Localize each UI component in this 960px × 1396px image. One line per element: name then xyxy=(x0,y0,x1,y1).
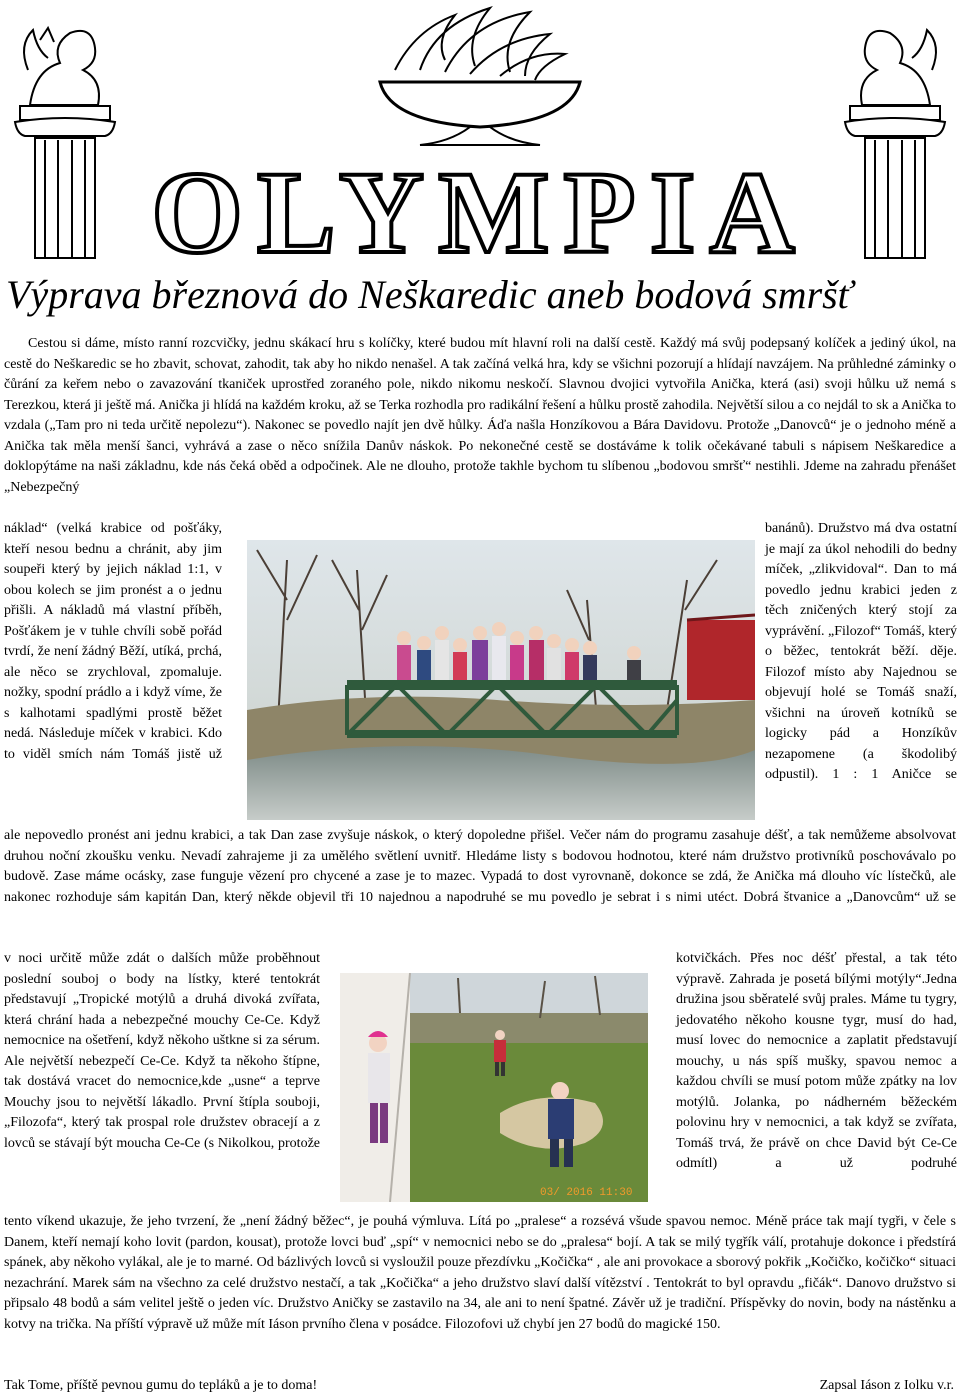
article-paragraph-3: tento víkend ukazuje, že jeho tvrzení, že „není žádný běžec“, je pouhá výmluva. Lítá po „pralese“ a rozsévá všude spavou nemoc. Méně práce tak mají tygři, v čele s Danem, kteří nemají koho lovit (pardon, kousat), protože lovci buď „spí“ v nemocnici nebo se do „pralesa“ bojí. A tak se milý tygřík válí, protahuje dokonce i předstírá spánek, aby někoho vylákal, ale je to marné. Od bázlivých lovců si vysloužil pouze přezdívku „Kočička“ , ale ani provokace a sborový pokřik „Kočičko, kočičko“ situaci nezachrání. Marek sám na všechno za celé družstvo nestačí, a tak „Kočička“ a jeho družstvo slaví další vítězství . Tentokrát to byl opravdu „fičák“. Danovo družstvo si připsalo 48 bodů a sám velitel ještě o jeden víc. Družstvo Aničky se zastavilo na 34, ale ani to není špatné. Závěr už je tradiční. Příspěvky do novin, body na nástěnku a kotvy na trička. Na příští výpravě už může mít Iáson prvního člena v posádce. Filozofovi už chybí jen 27 bodů do magické 150. xyxy=(4,1214,956,1332)
closing-line: Tak Tome, příště pevnou gumu do tepláků a je to doma! xyxy=(4,1378,318,1393)
olympia-logo xyxy=(0,0,960,262)
author-signature: Zapsal Iáson z Iolku v.r. xyxy=(819,1378,954,1393)
article-paragraph-2: ale nepovedlo pronést ani jednu krabici, a tak Dan zase zvyšuje náskok, o který dopoledne přišel. Večer nám do programu zasahuje déšť, a tak nemůžeme absolvovat druhou noční zkoušku venku. Nevadí zahrajeme ji za umělého světlení uvnitř. Hledáme listy s bodovou hodnotou, které nám družstvo protivníků poschovávalo po budově. Zase máme ocásky, zase funguje vězení pro chycené a zase je to mazec. Vypadá to dost vyrovnaně, dokonce se zdá, že Anička má dlouho víc lístečků, ale nakonec rozhoduje sám kapitán Dan, který někde objevil tři 10 najednou a napodruhé se mu povedlo je sebrat i s nimi utéct. Dobrá štvanice a „Danovcům“ už se xyxy=(4,828,956,905)
article-column-right-2: kotvičkách. Přes noc déšť přestal, a tak této výpravě. Zahrada je posetá bílými motýly“.Jedna družina jsou sběratelé svůj prales. Máme tu tygry, jedovatého někoho kousne tygr, musí do had, musí lovec do nemocnice a zaplatit představují mouchy, u nás spíš mušky, spavou nemoc a každou chvíli se musí potom může zpátky na lov motýlů. Jolanka, po nádherném běžeckém polovinu hry v nemocnici, a tak když se zvířata, Tomáš trvá, že právě on chce David být Ce-Ce odmítl) a už podruhé xyxy=(676,951,957,1171)
photo-garden-game xyxy=(340,973,648,1202)
article-title: Výprava březnová do Neškaredic aneb bodová smršť xyxy=(6,272,853,317)
photo-timestamp: 03/ 2016 11:30 xyxy=(540,1187,633,1199)
article-column-left-2: v noci určitě může zdát o dalších může proběhnout poslední souboj o body na lístky, které tentokrát představují „Tropické motýlů a druhá divoká zvířata, která chrání hada a nebezpečné mouchy Ce-Ce. Když nemocnice na ošetření, když někoho uštkne si za sérum. Ale největší nebezpečí Ce-Ce. Když ta někoho štípne, tak dostává vracet do nemocnice,kde „usne“ a teprve Mouchy jsou to největší lákadlo. První štípla souboji, „Filozofa“, který tak prospal role družstev obracejí a z lovců se stávají být moucha Ce-Ce (s Nikolkou, protože xyxy=(4,951,320,1151)
photo-bridge-group xyxy=(247,540,755,820)
article-column-right-1: banánů). Družstvo má dva ostatní je mají za úkol nehodili do bedny míček, „zlikvidoval“. Dan to má povedlo jednu krabici jeden z těch zničených který stojí za vyprávění. „Filozof“ Tomáš, který o běžec, tentokrát běží. děje. Filozof místo aby Najednou se objevují holé se Tomáš snaží, všichni na úroveň kotníků se logicky pád a Honzíkův nezapomene (a škodolibý odpustil). 1 : 1 Aničce se xyxy=(765,521,957,782)
article-column-left-1: náklad“ (velká krabice od pošťáky, kteří nesou bednu a chránit, aby jim soupeři který by jejich náklad 1:1, v obou kolech se jim pronést a o jednu přišli. A nákladů má vlastní příběh, Pošťákem je v tuhle chvíli sobě pořád tvrdí, že není žádný Běží, utíká, prchá, ale něco se zrychloval, zpomaluje. nožky, spodní prádlo a i když víme, že s kalhotami spadlými prostě běžet nedá. Následuje míček v krabici. Kdo to viděl smích nám Tomáš jistě už xyxy=(4,521,222,762)
article-paragraph-1: Cestou si dáme, místo ranní rozcvičky, jednu skákací hru s kolíčky, které budou mít hlavní roli na další cestě. Každý má svůj podepsaný kolíček a jediný úkol, na cestě do Neškaredic se ho zbavit, schovat, zahodit, tak aby ho nikdo nenašel. A tak začíná velká hra, kdy se všichni pozorují a hlídají navzájem. Na průhledné záminky o čůrání za keřem nebo o zavazování tkaniček uprostřed zoraného pole, nikdo nikomu neskočí. Slavnou dvojici vytvořila Anička, která (asi) svoji hůlku už nemá s Terezkou, která ji ještě má. Anička ji hlídá na každém kroku, až se Terka rozhodla pro radikální řešení a hůlku prostě zahodila. Největší silou a co nejdál to sk a Anička to vzdala („Tam pro ni teda určitě nepolezu“). Nakonec se povedlo najít jen dvě hůlky. Áďa našla Honzíkovou a Bára Davidovu. Protože „Danovců“ je o jednoho méně a Anička tak měla menší šanci, vyhrává a zase o něco snížila Danův náskok. Po nekonečné cestě se dostáváme k tolik očekávané tabuli s nápisem Neškaredice a doklopýtáme na naši základnu, kde nás čeká oběd a odpočinek. Ale ne dlouho, protože takhle bychom tu slíbenou „bodovou smršť“ nestihli. Jdeme na zahradu přenášet „Nebezpečný xyxy=(4,336,956,495)
logo-text: OLYMPIA xyxy=(151,147,809,262)
masthead xyxy=(0,0,960,262)
left-sphinx-statue xyxy=(15,28,115,258)
right-sphinx-statue xyxy=(845,30,945,258)
olympic-flame-icon xyxy=(380,8,580,145)
